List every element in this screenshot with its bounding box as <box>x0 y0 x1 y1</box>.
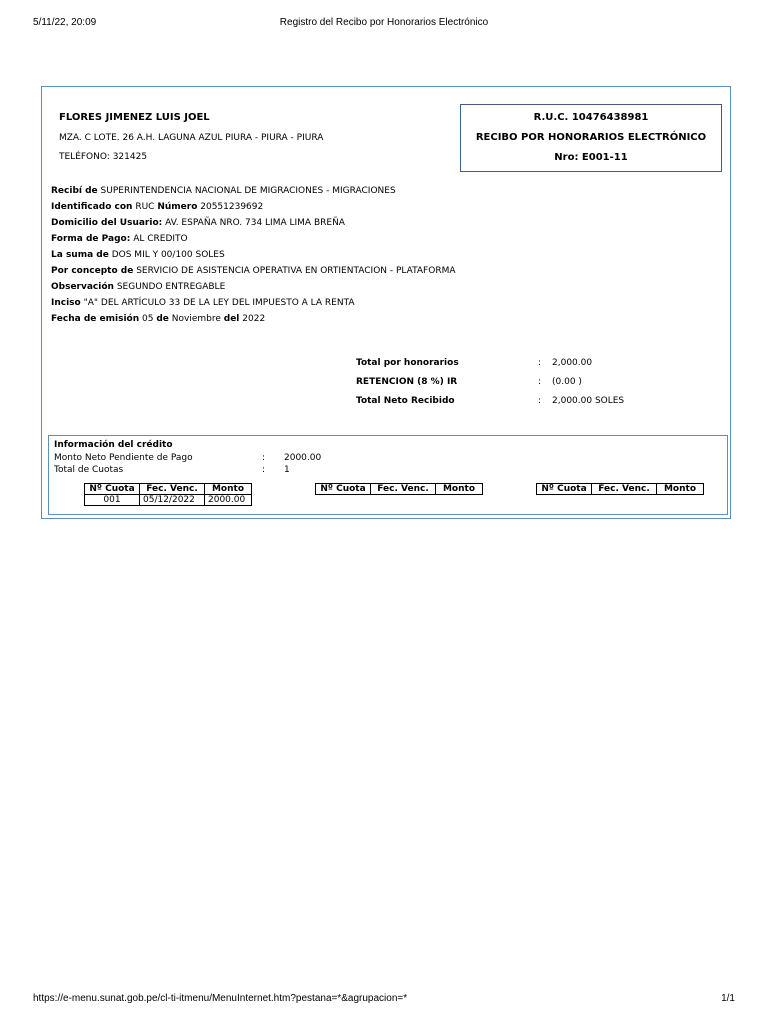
table-header-row <box>316 484 483 495</box>
document-number: Nro: E001-11 <box>554 152 628 163</box>
print-datetime: 5/11/22, 20:09 <box>33 17 97 28</box>
print-title: Registro del Recibo por Honorarios Electrónico <box>279 17 489 28</box>
column-header: Fec. Venc. <box>371 484 436 495</box>
ruc-box <box>460 104 722 172</box>
cuota-amount: 2000.00 <box>205 495 252 506</box>
cuotas-table-3 <box>536 483 704 495</box>
table-header-row <box>85 484 252 495</box>
column-header: Nº Cuota <box>537 484 592 495</box>
column-header: Nº Cuota <box>85 484 140 495</box>
column-header: Monto <box>436 484 483 495</box>
credit-total-cuotas: Total de Cuotas : 1 <box>54 465 290 475</box>
issuer-phone: TELÉFONO: 321425 <box>59 152 148 162</box>
column-header: Monto <box>205 484 252 495</box>
column-header: Fec. Venc. <box>592 484 657 495</box>
total-honorarios: Total por honorarios : 2,000.00 <box>356 358 593 368</box>
detail-forma-pago: Forma de Pago: AL CREDITO <box>51 234 188 244</box>
totals-section <box>356 358 676 415</box>
column-header: Nº Cuota <box>316 484 371 495</box>
receipt-details <box>51 185 456 329</box>
detail-concepto: Por concepto de SERVICIO DE ASISTENCIA OPERATIVA EN ORTIENTACION - PLATAFORMA <box>51 266 456 276</box>
credit-title: Información del crédito <box>54 440 173 450</box>
detail-observacion: Observación SEGUNDO ENTREGABLE <box>51 282 226 292</box>
table-header-row <box>537 484 704 495</box>
total-neto: Total Neto Recibido : 2,000.00 SOLES <box>356 396 625 406</box>
detail-suma: La suma de DOS MIL Y 00/100 SOLES <box>51 250 225 260</box>
detail-inciso: Inciso "A" DEL ARTÍCULO 33 DE LA LEY DEL IMPUESTO A LA RENTA <box>51 298 355 308</box>
column-header: Monto <box>657 484 704 495</box>
detail-fecha-emision: Fecha de emisión 05 de Noviembre del 2022 <box>51 314 266 324</box>
document-type: RECIBO POR HONORARIOS ELECTRÓNICO <box>475 132 707 143</box>
credit-info-box <box>48 435 728 515</box>
ruc-number: R.U.C. 10476438981 <box>533 112 649 123</box>
page-number: 1/1 <box>721 993 735 1004</box>
column-header: Fec. Venc. <box>140 484 205 495</box>
detail-domicilio: Domicilio del Usuario: AV. ESPAÑA NRO. 734 LIMA LIMA BREÑA <box>51 218 345 228</box>
detail-identificado: Identificado con RUC Número 20551239692 <box>51 202 264 212</box>
cuota-number: 001 <box>85 495 140 506</box>
cuota-due-date: 05/12/2022 <box>140 495 205 506</box>
table-row <box>85 495 252 506</box>
detail-recibi: Recibí de SUPERINTENDENCIA NACIONAL DE MIGRACIONES - MIGRACIONES <box>51 186 396 196</box>
print-url: https://e-menu.sunat.gob.pe/cl-ti-itmenu/MenuInternet.htm?pestana=*&agrupacion=* <box>33 993 408 1004</box>
issuer-name: FLORES JIMENEZ LUIS JOEL <box>59 112 210 123</box>
credit-monto-pendiente: Monto Neto Pendiente de Pago : 2000.00 <box>54 453 322 463</box>
total-retencion: RETENCION (8 %) IR : (0.00 ) <box>356 377 582 387</box>
issuer-address: MZA. C LOTE. 26 A.H. LAGUNA AZUL PIURA - PIURA - PIURA <box>59 133 324 143</box>
receipt-container <box>41 86 731 519</box>
cuotas-table-1 <box>84 483 252 506</box>
cuotas-table-2 <box>315 483 483 495</box>
